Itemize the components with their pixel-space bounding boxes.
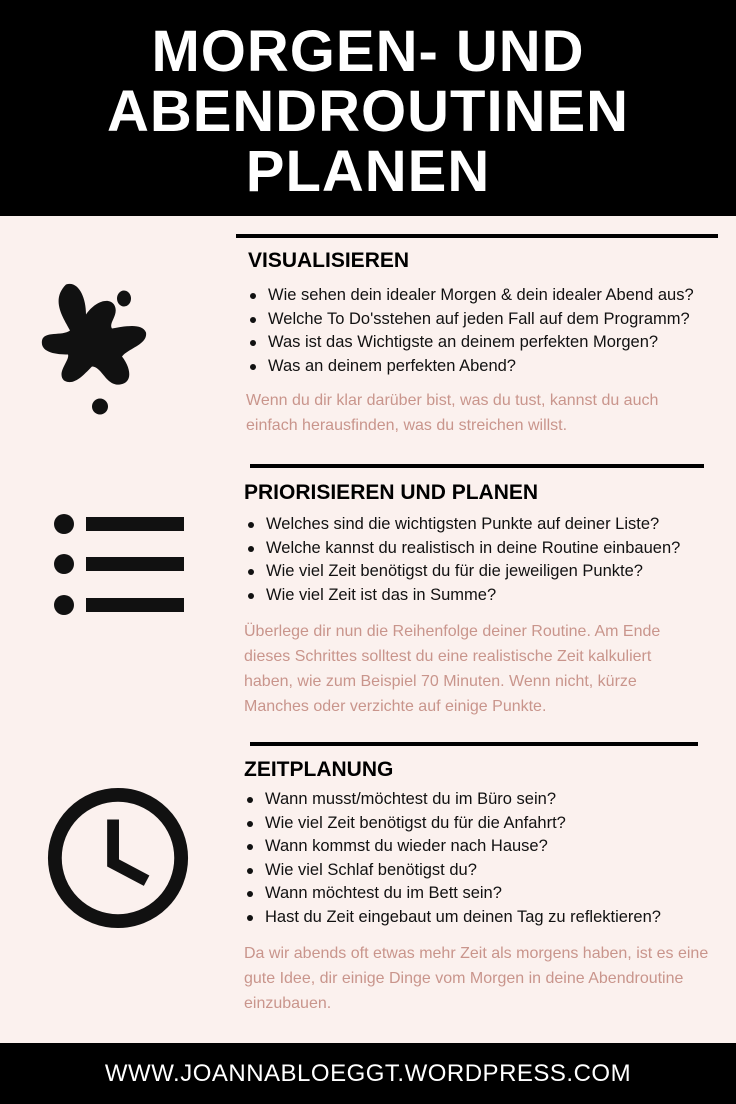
list-item: Wie sehen dein idealer Morgen & dein idealer Abend aus? [248,284,718,308]
page-title: MORGEN- UND ABENDROUTINEN PLANEN [106,19,630,204]
section-note-zeitplanung: Da wir abends oft etwas mehr Zeit als morgens haben, ist es eine gute Idee, dir einige Dinge vom Morgen in deine Abendroutine einzubauen. [244,945,709,1012]
list-icon [52,512,192,622]
bullet-list-priorisieren [246,513,716,607]
bullet-list-visualisieren [248,284,718,378]
list-item: Wann musst/möchtest du im Büro sein? [245,788,715,812]
section-divider [236,234,718,238]
list-item: Wie viel Zeit benötigst du für die Anfahrt? [245,812,715,836]
list-item: Wie viel Zeit ist das in Summe? [246,584,716,608]
header-banner [0,0,736,216]
list-item: Welche kannst du realistisch in deine Routine einbauen? [246,537,716,561]
section-title-priorisieren: PRIORISIEREN UND PLANEN [244,481,539,504]
splash-icon [34,272,184,417]
list-item: Wie viel Schlaf benötigst du? [245,859,715,883]
section-divider [250,464,704,468]
list-item: Hast du Zeit eingebaut um deinen Tag zu reflektieren? [245,906,715,930]
website-link[interactable]: WWW.JOANNABLOEGGT.WORDPRESS.COM [104,1060,632,1087]
section-note-visualisieren: Wenn du dir klar darüber bist, was du tust, kannst du auch einfach herausfinden, was du streichen willst. [246,392,659,434]
list-item: Welche To Do'sstehen auf jeden Fall auf dem Programm? [248,308,718,332]
list-item: Was ist das Wichtigste an deinem perfekten Morgen? [248,331,718,355]
section-divider [250,742,698,746]
bullet-list-zeitplanung [245,788,715,929]
footer-banner [0,1043,736,1104]
clock-icon [44,784,192,932]
list-item: Wann möchtest du im Bett sein? [245,882,715,906]
list-item: Wie viel Zeit benötigst du für die jeweiligen Punkte? [246,560,716,584]
list-item: Was an deinem perfekten Abend? [248,355,718,379]
list-item: Welches sind die wichtigsten Punkte auf deiner Liste? [246,513,716,537]
section-title-zeitplanung: ZEITPLANUNG [244,758,394,781]
section-title-visualisieren: VISUALISIEREN [248,249,410,272]
section-note-priorisieren: Überlege dir nun die Reihenfolge deiner Routine. Am Ende dieses Schrittes solltest du eine realistische Zeit kalkuliert haben, wie zum Beispiel 70 Minuten. Wenn nicht, kürze Manches oder verzichte auf einige Punkte. [244,623,661,715]
list-item: Wann kommst du wieder nach Hause? [245,835,715,859]
